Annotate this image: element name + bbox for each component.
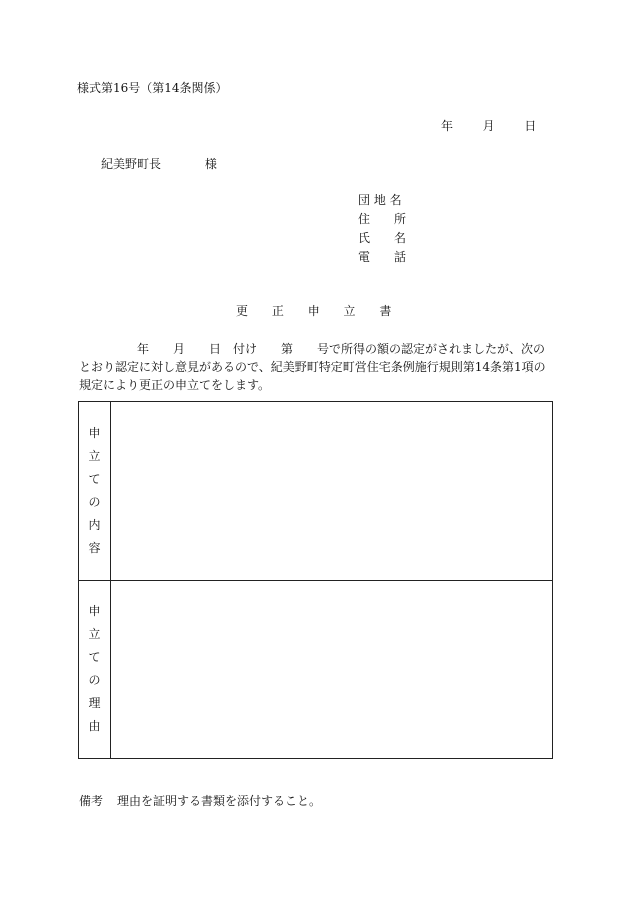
document-title <box>236 304 411 318</box>
label-char: の <box>88 673 101 688</box>
title-char: 更 <box>236 304 249 318</box>
label-char: 立 <box>88 627 101 642</box>
title-char: 申 <box>307 304 320 318</box>
appeal-content-field[interactable] <box>111 402 553 581</box>
label-char: 容 <box>88 540 101 555</box>
applicant-field-label: 電 話 <box>358 250 407 264</box>
title-char: 正 <box>271 304 284 318</box>
applicant-field <box>358 212 406 231</box>
appeal-table <box>78 401 553 759</box>
remark-text: 理由を証明する書類を添付すること。 <box>117 794 322 808</box>
applicant-field-label: 団 地 名 <box>358 193 402 207</box>
applicant-field <box>358 250 406 269</box>
date-line <box>441 119 536 133</box>
label-char: 立 <box>88 448 101 463</box>
table-row <box>79 402 553 581</box>
applicant-field-label: 氏 名 <box>358 231 407 245</box>
row-label-content <box>79 402 111 581</box>
month-label: 月 <box>482 119 495 133</box>
addressee <box>101 157 217 171</box>
body-text-start: 年 月 日 付け 第 号で所得の額の認定がされましたが、次のと <box>79 342 546 374</box>
day-label: 日 <box>524 119 537 133</box>
addressee-honorific: 様 <box>204 157 217 171</box>
label-char: 申 <box>88 425 101 440</box>
body-paragraph <box>79 340 549 394</box>
label-char: 内 <box>88 517 101 532</box>
label-char: て <box>88 650 101 665</box>
title-char: 書 <box>379 304 392 318</box>
appeal-reason-field[interactable] <box>111 580 553 759</box>
form-number: 様式第16号（第14条関係） <box>77 81 228 95</box>
remark-key: 備考 <box>79 794 104 808</box>
label-char: 由 <box>88 719 101 734</box>
title-char: 立 <box>343 304 356 318</box>
label-char: 申 <box>88 604 101 619</box>
table-row <box>79 580 553 759</box>
row-label-reason <box>79 580 111 759</box>
body-text-rest: おり認定に対し意見があるので、紀美野町特定町営住宅条例施行規則第14条第1項の規定により更正の申立てをします。 <box>79 360 546 392</box>
year-label: 年 <box>441 119 454 133</box>
label-char: の <box>88 494 101 509</box>
label-char: 理 <box>88 696 101 711</box>
addressee-name: 紀美野町長 <box>101 157 162 171</box>
applicant-field <box>358 193 406 212</box>
applicant-field <box>358 231 406 250</box>
remark <box>79 794 321 808</box>
applicant-block <box>358 193 406 269</box>
label-char: て <box>88 471 101 486</box>
applicant-field-label: 住 所 <box>358 212 407 226</box>
